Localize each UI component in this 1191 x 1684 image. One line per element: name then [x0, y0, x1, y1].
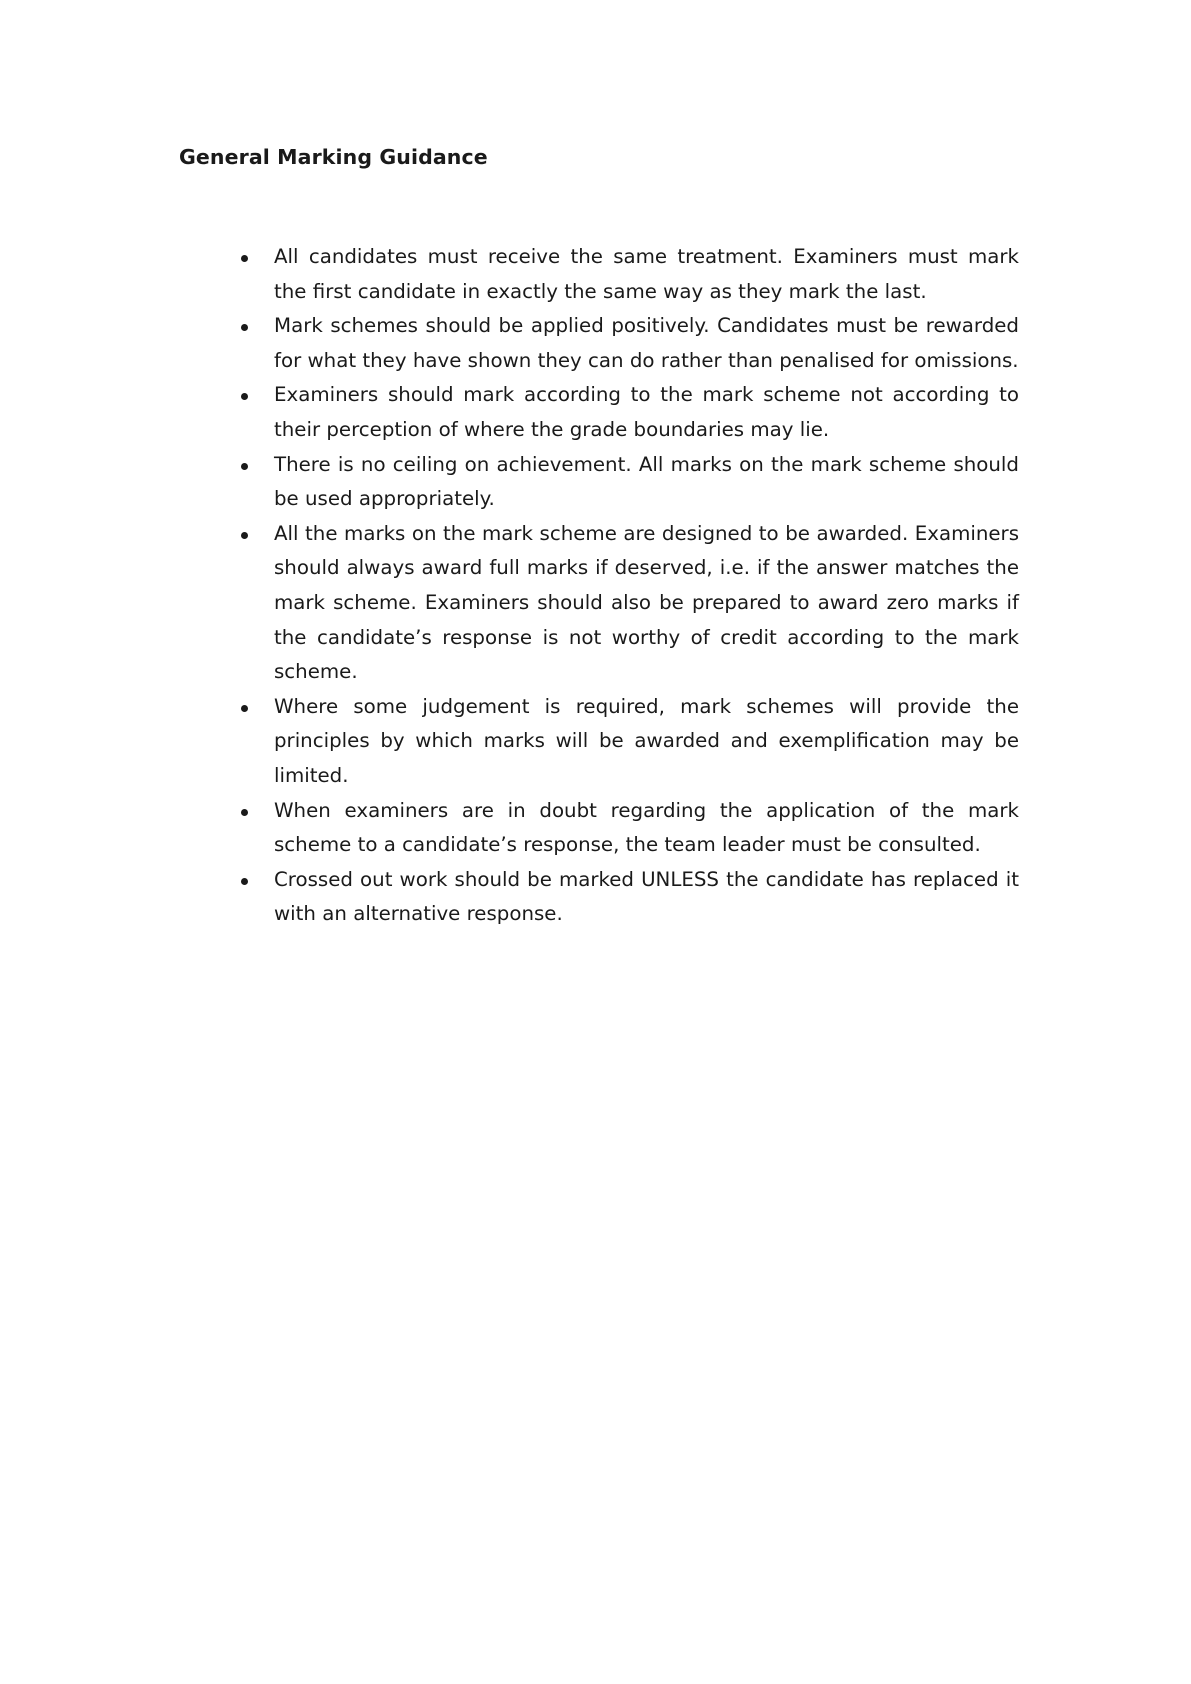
list-item — [237, 378, 1019, 447]
bullet-icon — [241, 532, 248, 539]
list-item — [237, 863, 1019, 932]
list-item-text: All the marks on the mark scheme are designed to be awarded. Examiners should always award full marks if deserved, i.e. if the answer matches the mark scheme. Examiners should also be prepared to award zero marks if the candidate’s response is not worthy of credit according to the mark scheme. — [274, 521, 1019, 684]
list-item — [237, 690, 1019, 794]
bullet-icon — [241, 393, 248, 400]
page-title: General Marking Guidance — [179, 145, 488, 169]
bullet-icon — [241, 463, 248, 470]
list-item — [237, 517, 1019, 690]
list-item — [237, 309, 1019, 378]
list-item — [237, 794, 1019, 863]
list-item-text: Crossed out work should be marked UNLESS the candidate has replaced it with an alternative response. — [274, 867, 1019, 926]
bullet-icon — [241, 705, 248, 712]
bullet-icon — [241, 878, 248, 885]
bullet-icon — [241, 324, 248, 331]
list-item-text: All candidates must receive the same treatment. Examiners must mark the first candidate in exactly the same way as they mark the last. — [274, 245, 1019, 303]
guidance-list — [237, 240, 1019, 932]
list-item — [237, 240, 1019, 309]
bullet-icon — [241, 255, 248, 262]
bullet-icon — [241, 809, 248, 816]
list-item-text: Mark schemes should be applied positively. Candidates must be rewarded for what they have shown they can do rather than penalised for omissions. — [274, 314, 1019, 372]
list-item — [237, 448, 1019, 517]
list-item-text: Examiners should mark according to the mark scheme not according to their perception of where the grade boundaries may lie. — [274, 383, 1019, 441]
list-item-text: There is no ceiling on achievement. All marks on the mark scheme should be used appropriately. — [274, 452, 1019, 511]
list-item-text: When examiners are in doubt regarding the application of the mark scheme to a candidate’s response, the team leader must be consulted. — [274, 798, 1019, 857]
list-item-text: Where some judgement is required, mark schemes will provide the principles by which marks will be awarded and exemplification may be limited. — [274, 694, 1019, 787]
